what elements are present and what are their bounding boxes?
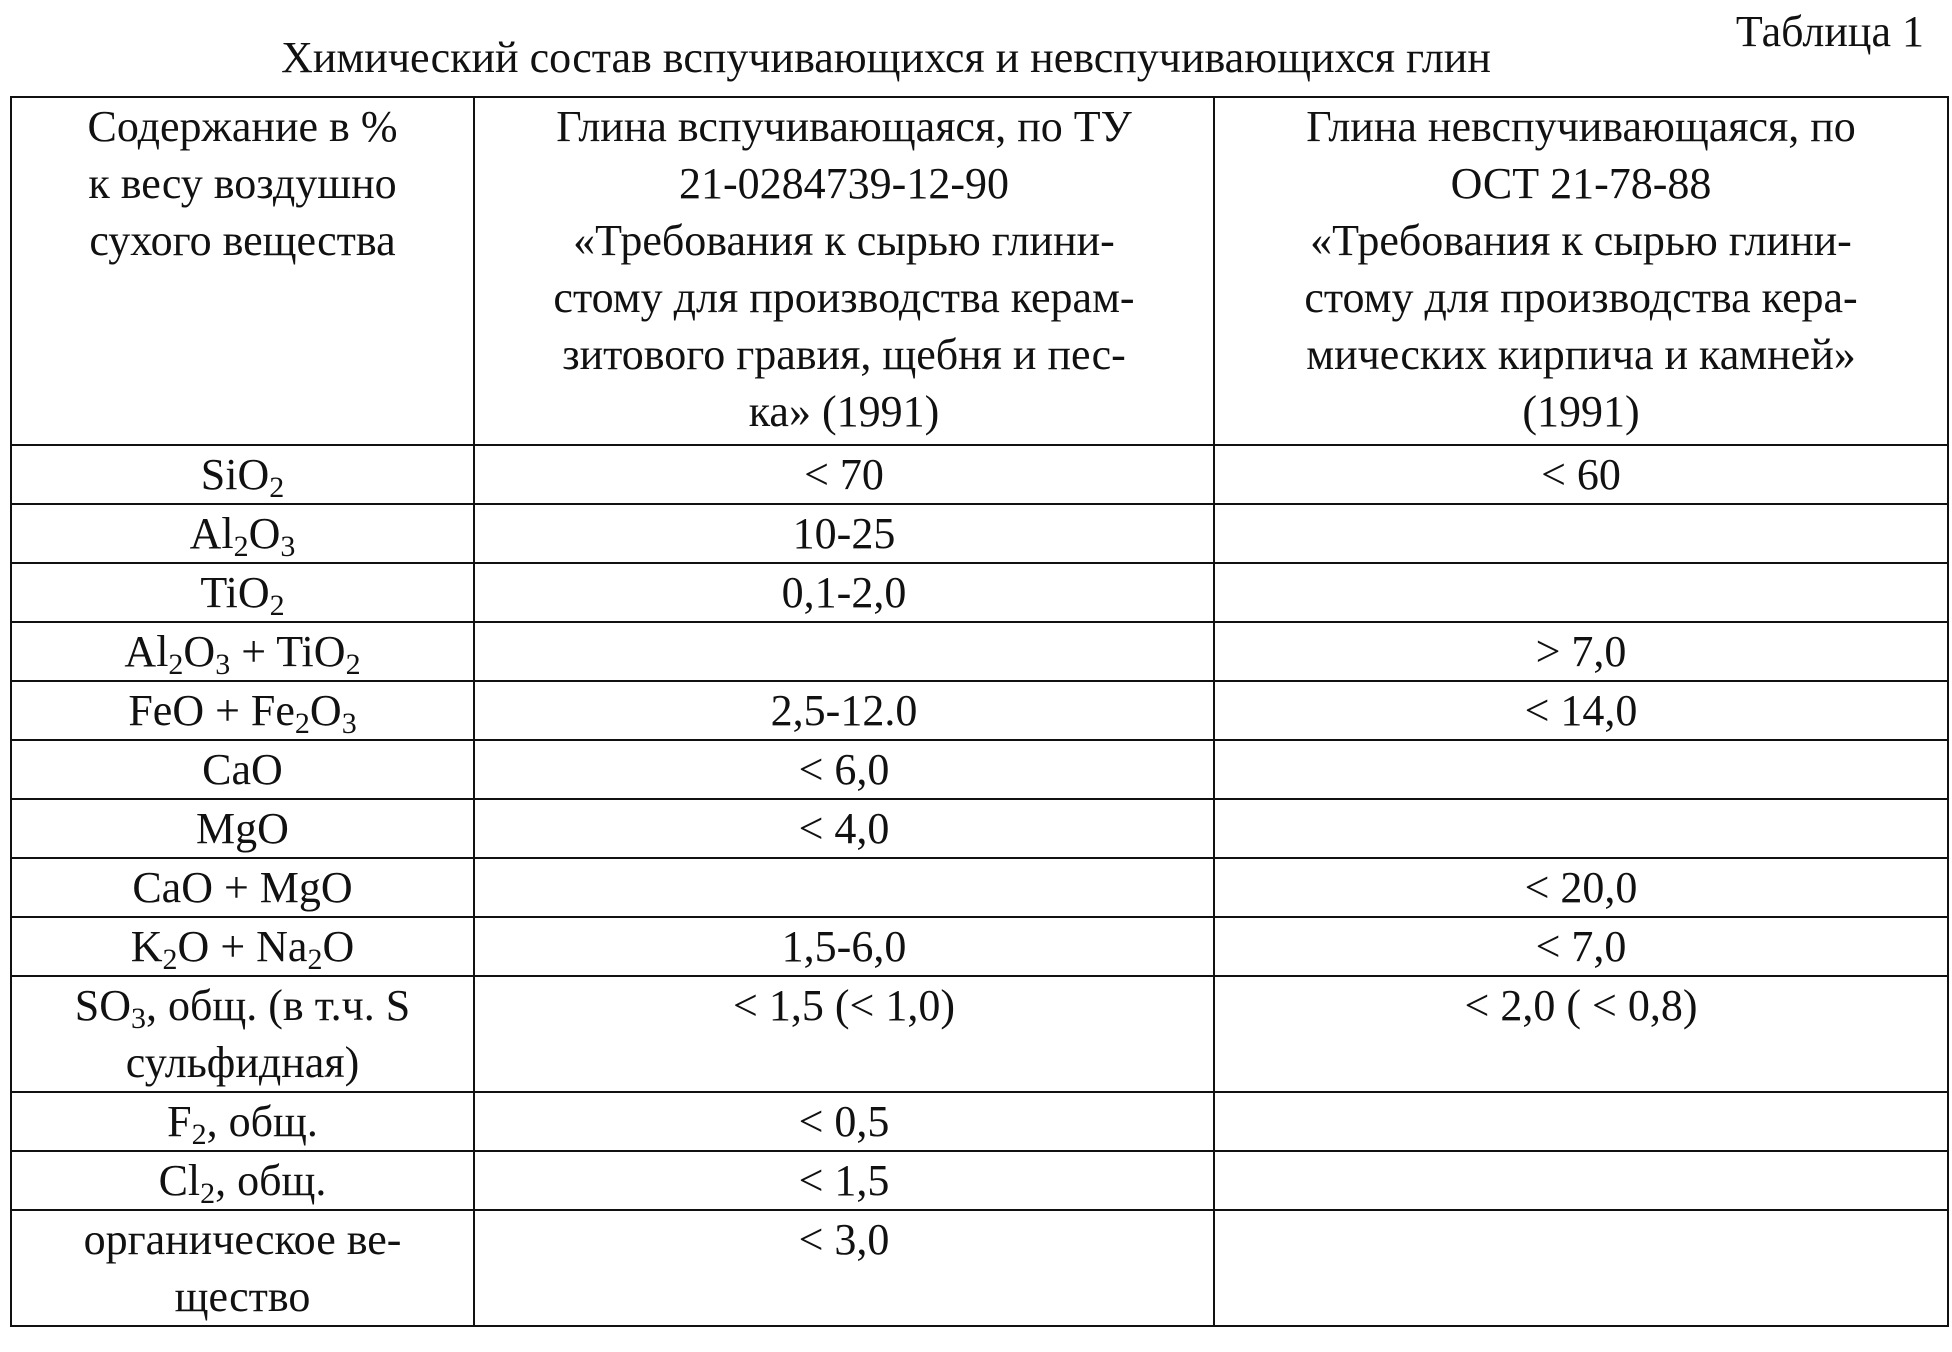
component-cell: FeO + $Fe_2O_3$ xyxy=(11,681,474,740)
nonexpanding-value-cell: < 7,0 xyxy=(1214,917,1948,976)
nonexpanding-value-cell xyxy=(1214,563,1948,622)
expanding-value-cell xyxy=(474,858,1214,917)
component-cell: SiO$_2$ xyxy=(11,445,474,504)
component-cell: $F_2$, общ. xyxy=(11,1092,474,1151)
component-cell: $K_2O + Na_2O$ xyxy=(11,917,474,976)
expanding-value-cell: 2,5-12.0 xyxy=(474,681,1214,740)
table-row xyxy=(11,858,1948,917)
nonexpanding-value-cell xyxy=(1214,1210,1948,1326)
expanding-value-cell: 10-25 xyxy=(474,504,1214,563)
nonexpanding-value-cell xyxy=(1214,799,1948,858)
expanding-value-cell: < 1,5 xyxy=(474,1151,1214,1210)
nonexpanding-value-cell: < 60 xyxy=(1214,445,1948,504)
component-cell: $Cl_2$, общ. xyxy=(11,1151,474,1210)
table-row xyxy=(11,445,1948,504)
table-row xyxy=(11,799,1948,858)
nonexpanding-value-cell xyxy=(1214,504,1948,563)
table-row xyxy=(11,681,1948,740)
table-row xyxy=(11,563,1948,622)
table-header-row xyxy=(11,97,1948,445)
table-label: Таблица 1 xyxy=(1735,7,1924,56)
component-cell: $Al_2O_3$ xyxy=(11,504,474,563)
expanding-value-cell xyxy=(474,622,1214,681)
expanding-value-cell: < 70 xyxy=(474,445,1214,504)
table-row xyxy=(11,1092,1948,1151)
expanding-value-cell: < 4,0 xyxy=(474,799,1214,858)
component-cell: органическое ве- щество xyxy=(11,1210,474,1326)
expanding-value-cell: < 6,0 xyxy=(474,740,1214,799)
column-header-nonexpanding-clay: Глина невспучивающаяся, по ОСТ 21-78-88 «Требования к сырью глини- стому для производства кера- мических кирпича и камней» (1991) xyxy=(1214,97,1948,445)
nonexpanding-value-cell: < 14,0 xyxy=(1214,681,1948,740)
expanding-value-cell: < 3,0 xyxy=(474,1210,1214,1326)
table-row xyxy=(11,622,1948,681)
component-cell: CaO + MgO xyxy=(11,858,474,917)
nonexpanding-value-cell xyxy=(1214,1151,1948,1210)
table-row xyxy=(11,740,1948,799)
nonexpanding-value-cell xyxy=(1214,1092,1948,1151)
chemical-composition-table xyxy=(10,96,1949,1327)
nonexpanding-value-cell xyxy=(1214,740,1948,799)
expanding-value-cell: 0,1-2,0 xyxy=(474,563,1214,622)
table-row xyxy=(11,1210,1948,1326)
nonexpanding-value-cell: > 7,0 xyxy=(1214,622,1948,681)
component-cell: $Al_2O_3 + TiO_2$ xyxy=(11,622,474,681)
expanding-value-cell: < 0,5 xyxy=(474,1092,1214,1151)
table-row xyxy=(11,1151,1948,1210)
component-cell: $SO_3$, общ. (в т.ч. S сульфидная) xyxy=(11,976,474,1092)
column-header-content: Содержание в % к весу воздушно сухого вещества xyxy=(11,97,474,445)
table-title: Химический состав вспучивающихся и невспучивающихся глин xyxy=(281,33,1491,82)
component-cell: MgO xyxy=(11,799,474,858)
table-row xyxy=(11,504,1948,563)
nonexpanding-value-cell: < 20,0 xyxy=(1214,858,1948,917)
expanding-value-cell: 1,5-6,0 xyxy=(474,917,1214,976)
column-header-expanding-clay: Глина вспучивающаяся, по ТУ 21-0284739-12-90 «Требования к сырью глини- стому для производства керам- зитового гравия, щебня и пес- ка» (1991) xyxy=(474,97,1214,445)
table-row xyxy=(11,976,1948,1092)
table-row xyxy=(11,917,1948,976)
component-cell: CaO xyxy=(11,740,474,799)
expanding-value-cell: < 1,5 (< 1,0) xyxy=(474,976,1214,1092)
component-cell: TiO$_2$ xyxy=(11,563,474,622)
nonexpanding-value-cell: < 2,0 ( < 0,8) xyxy=(1214,976,1948,1092)
